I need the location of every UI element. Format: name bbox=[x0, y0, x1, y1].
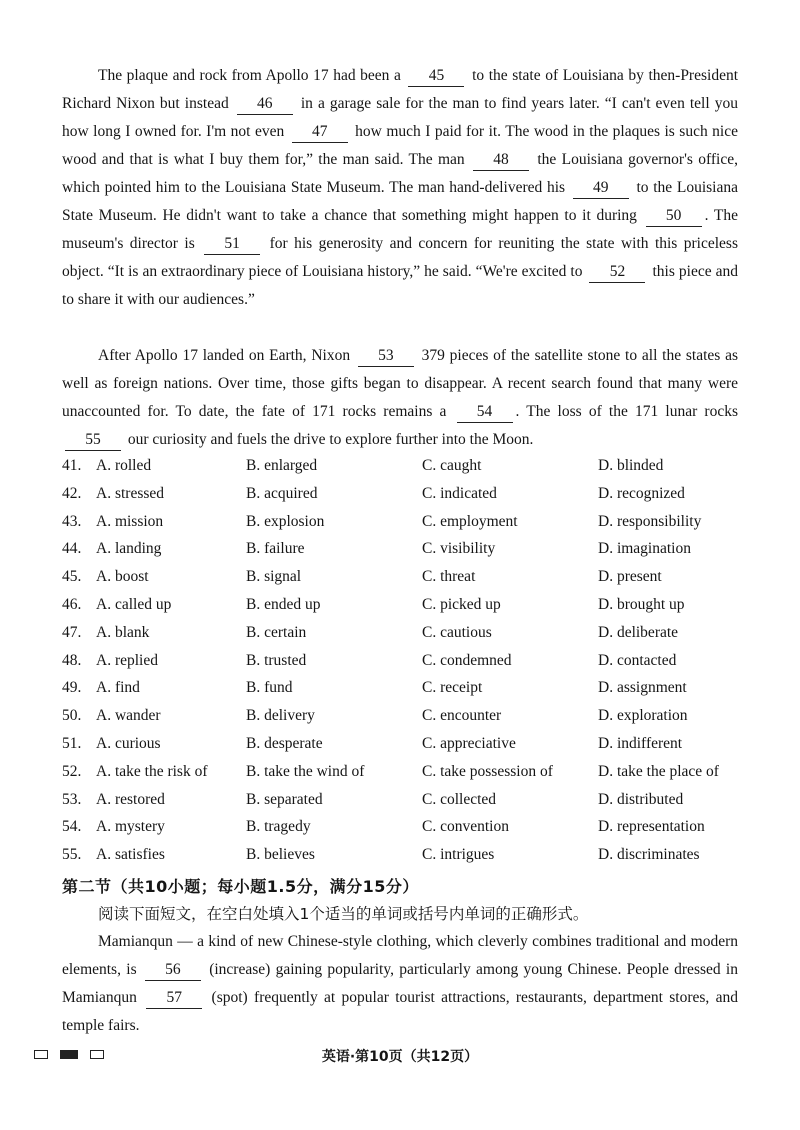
option-d: D. imagination bbox=[598, 540, 691, 558]
question-number: 55. bbox=[62, 846, 82, 864]
passage-paragraph-1 bbox=[62, 62, 738, 314]
passage-text: The plaque and rock from Apollo 17 had been a bbox=[98, 67, 406, 84]
option-b: B. delivery bbox=[246, 707, 315, 725]
option-c: C. visibility bbox=[422, 540, 496, 558]
option-d: D. present bbox=[598, 568, 662, 586]
option-d: D. discriminates bbox=[598, 846, 700, 864]
option-row bbox=[62, 647, 752, 675]
option-d: D. brought up bbox=[598, 595, 685, 613]
option-row bbox=[62, 730, 752, 758]
option-row bbox=[62, 591, 752, 619]
option-row bbox=[62, 841, 752, 869]
option-a: A. called up bbox=[96, 595, 172, 613]
option-d: D. representation bbox=[598, 818, 705, 836]
page-number: 英语·第10页（共12页） bbox=[321, 1049, 479, 1065]
blank-46: 46 bbox=[237, 94, 293, 115]
option-d: D. distributed bbox=[598, 790, 684, 808]
option-row bbox=[62, 563, 752, 591]
option-c: C. cautious bbox=[422, 623, 492, 641]
passage-paragraph-3 bbox=[62, 928, 738, 1040]
option-c: C. picked up bbox=[422, 595, 501, 613]
option-row bbox=[62, 480, 752, 508]
option-a: A. restored bbox=[96, 790, 165, 808]
blank-53: 53 bbox=[358, 346, 414, 367]
option-c: C. collected bbox=[422, 790, 497, 808]
blank-54: 54 bbox=[457, 402, 513, 423]
option-b: B. certain bbox=[246, 623, 307, 641]
question-number: 43. bbox=[62, 512, 82, 530]
option-d: D. blinded bbox=[598, 457, 664, 474]
option-b: B. tragedy bbox=[246, 818, 311, 836]
option-c: C. indicated bbox=[422, 484, 497, 502]
option-c: C. threat bbox=[422, 568, 476, 586]
option-c: C. condemned bbox=[422, 651, 512, 669]
option-b: B. separated bbox=[246, 790, 323, 808]
option-c: C. encounter bbox=[422, 707, 502, 725]
passage-text: for his generosity and concern for reuniting the state with this priceless object. “It is an extraordinary piece of Louisiana history,” he said. “We're excited to bbox=[62, 235, 738, 280]
blank-55: 55 bbox=[65, 430, 121, 451]
passage-text: 379 pieces of the satellite stone to all the states as well as foreign nations. Over time, those gifts began to disappear. A recent search found that many were unaccounted for. To date, the fate of 171 rocks remains a bbox=[62, 347, 738, 420]
blank-48: 48 bbox=[473, 150, 529, 171]
question-number: 51. bbox=[62, 734, 82, 752]
question-number: 47. bbox=[62, 623, 82, 641]
option-a: A. curious bbox=[96, 734, 161, 752]
blank-47: 47 bbox=[292, 122, 348, 143]
passage-text: to the state of Louisiana by then-President Richard Nixon but instead bbox=[62, 67, 739, 112]
option-c: C. caught bbox=[422, 457, 482, 474]
option-a: A. rolled bbox=[96, 457, 152, 474]
option-d: D. deliberate bbox=[598, 623, 679, 641]
option-row bbox=[62, 508, 752, 536]
option-c: C. appreciative bbox=[422, 734, 516, 752]
blank-52: 52 bbox=[589, 262, 645, 283]
option-b: B. desperate bbox=[246, 734, 323, 752]
passage-text: After Apollo 17 landed on Earth, Nixon bbox=[98, 347, 355, 364]
passage-text: (spot) frequently at popular tourist attractions, restaurants, department stores, and temple fairs. bbox=[62, 989, 739, 1034]
option-a: A. boost bbox=[96, 568, 149, 586]
option-b: B. enlarged bbox=[246, 457, 318, 474]
passage-text: the Louisiana governor's office, which pointed him to the Louisiana State Museum. The man hand-delivered his bbox=[62, 151, 738, 196]
blank-49: 49 bbox=[573, 178, 629, 199]
option-b: B. acquired bbox=[246, 484, 318, 502]
option-a: A. find bbox=[96, 679, 140, 697]
option-row bbox=[62, 813, 752, 841]
option-d: D. exploration bbox=[598, 707, 688, 725]
question-number: 44. bbox=[62, 540, 82, 558]
passage-text: Mamianqun — a kind of new Chinese-style clothing, which cleverly combines traditional and modern elements, is bbox=[62, 933, 738, 978]
option-b: B. failure bbox=[246, 540, 305, 558]
question-number: 49. bbox=[62, 679, 82, 697]
option-a: A. mission bbox=[96, 512, 164, 530]
option-a: A. blank bbox=[96, 623, 150, 641]
passage-text: our curiosity and fuels the drive to explore further into the Moon. bbox=[124, 431, 534, 448]
option-a: A. stressed bbox=[96, 484, 165, 502]
blank-56: 56 bbox=[145, 960, 201, 981]
option-d: D. indifferent bbox=[598, 734, 683, 752]
blank-51: 51 bbox=[204, 234, 260, 255]
option-d: D. contacted bbox=[598, 651, 677, 669]
question-number: 41. bbox=[62, 457, 82, 474]
blank-45: 45 bbox=[408, 66, 464, 87]
question-number: 48. bbox=[62, 651, 82, 669]
option-d: D. responsibility bbox=[598, 512, 702, 530]
question-number: 42. bbox=[62, 484, 82, 502]
option-row bbox=[62, 535, 752, 563]
option-b: B. explosion bbox=[246, 512, 325, 530]
option-row bbox=[62, 786, 752, 814]
section-instruction: 阅读下面短文，在空白处填入1个适当的单词或括号内单词的正确形式。 bbox=[98, 905, 589, 923]
blank-57: 57 bbox=[146, 988, 202, 1009]
option-c: C. intrigues bbox=[422, 846, 495, 864]
section-title: 第二节（共10小题；每小题1.5分，满分15分） bbox=[62, 877, 419, 896]
passage-text: (increase) gaining popularity, particularly among young Chinese. People dressed in Mamianqun bbox=[62, 961, 738, 1006]
passage-text: this piece and to share it with our audiences.” bbox=[62, 263, 738, 308]
question-number: 53. bbox=[62, 790, 82, 808]
question-number: 45. bbox=[62, 568, 82, 586]
option-c: C. receipt bbox=[422, 679, 483, 697]
option-d: D. take the place of bbox=[598, 762, 719, 780]
option-a: A. take the risk of bbox=[96, 762, 208, 780]
question-number: 46. bbox=[62, 595, 82, 613]
option-a: A. satisfies bbox=[96, 846, 165, 864]
passage-text: in a garage sale for the man to find years later. “I can't even tell you how long I owned for. I'm not even bbox=[62, 95, 738, 140]
question-number: 52. bbox=[62, 762, 82, 780]
option-b: B. take the wind of bbox=[246, 762, 365, 780]
page-footer bbox=[0, 1044, 800, 1068]
option-b: B. ended up bbox=[246, 595, 321, 613]
option-c: C. employment bbox=[422, 512, 518, 530]
question-number: 50. bbox=[62, 707, 82, 725]
option-d: D. assignment bbox=[598, 679, 687, 697]
option-c: C. take possession of bbox=[422, 762, 553, 780]
option-a: A. mystery bbox=[96, 818, 165, 836]
option-row bbox=[62, 758, 752, 786]
option-a: A. landing bbox=[96, 540, 162, 558]
question-number: 54. bbox=[62, 818, 82, 836]
option-row bbox=[62, 674, 752, 702]
options-list bbox=[62, 452, 752, 869]
option-row bbox=[62, 452, 752, 480]
option-b: B. believes bbox=[246, 846, 315, 864]
passage-text: . The museum's director is bbox=[62, 207, 738, 252]
passage-text: how much I paid for it. The wood in the plaques is such nice wood and that is what I buy them for,” the man said. The man bbox=[62, 123, 738, 168]
passage-text: . The loss of the 171 lunar rocks bbox=[515, 403, 738, 420]
passage-paragraph-2 bbox=[62, 342, 738, 454]
passage-text: to the Louisiana State Museum. He didn't want to take a chance that something might happen to it during bbox=[62, 179, 739, 224]
blank-50: 50 bbox=[646, 206, 702, 227]
option-b: B. trusted bbox=[246, 651, 307, 669]
option-b: B. fund bbox=[246, 679, 293, 697]
option-d: D. recognized bbox=[598, 484, 685, 502]
option-c: C. convention bbox=[422, 818, 509, 836]
option-a: A. replied bbox=[96, 651, 158, 669]
option-row bbox=[62, 702, 752, 730]
option-a: A. wander bbox=[96, 707, 161, 725]
option-b: B. signal bbox=[246, 568, 302, 586]
option-row bbox=[62, 619, 752, 647]
